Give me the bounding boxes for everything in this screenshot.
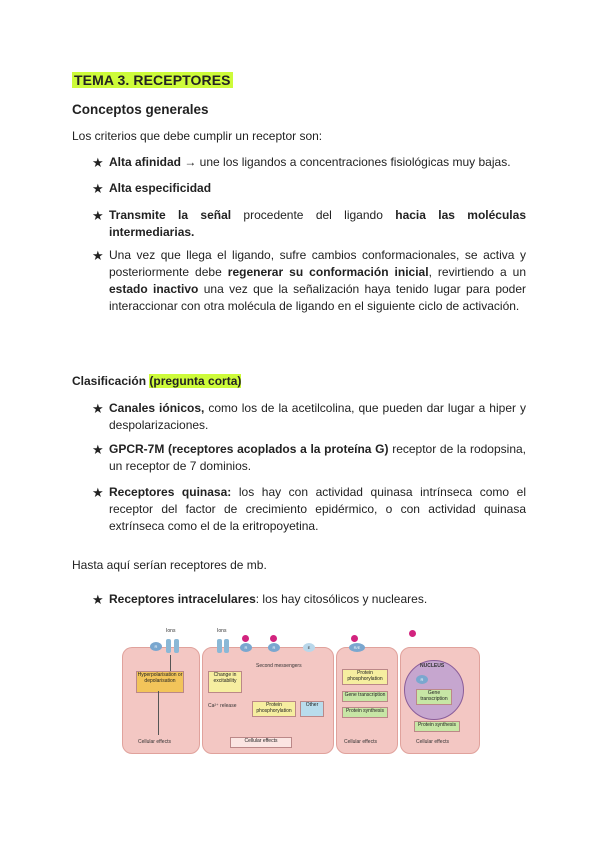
panel-ion-channel — [122, 647, 200, 754]
star-bullet-icon: ★ — [92, 442, 104, 457]
box-protein-synthesis-4: Protein synthesis — [414, 721, 460, 732]
box-hyperpolarisation: Hyperpolarisation or depolarisation — [136, 671, 184, 693]
box-protein-phosphorylation-2: Protein phosphorylation — [252, 701, 296, 717]
box-change-excitability: Change in excitability — [208, 671, 242, 693]
star-bullet-icon: ★ — [92, 592, 104, 607]
bullet-alta-afinidad: ★ Alta afinidad → une los ligandos a concentraciones fisiológicas muy bajas. — [92, 155, 511, 170]
ion-channel-icon — [224, 639, 229, 653]
bullet-canales-ionicos: ★ Canales iónicos, como los de la acetilcolina, que pueden dar lugar a hiper y despolarizaciones. — [92, 401, 526, 432]
second-messengers-label: Second messengers — [256, 663, 302, 669]
star-bullet-icon: ★ — [92, 248, 104, 263]
ligand-icon — [351, 635, 358, 642]
heading-conceptos-generales: Conceptos generales — [72, 102, 209, 117]
note-receptores-mb: Hasta aquí serían receptores de mb. — [72, 558, 267, 572]
receptor-icon: R — [150, 642, 162, 651]
star-bullet-icon: ★ — [92, 155, 104, 170]
star-bullet-icon: ★ — [92, 208, 104, 223]
heading-clasificacion: Clasificación (pregunta corta) — [72, 374, 242, 388]
star-bullet-icon: ★ — [92, 401, 104, 416]
gpcr-receptor-icon: R — [268, 643, 280, 652]
ion-channel-icon — [166, 639, 171, 653]
ca-release-label: Ca²⁺ release — [208, 703, 237, 709]
ion-channel-icon — [217, 639, 222, 653]
bullet-transmite-senal: ★ Transmite la señal procedente del ligando hacia las moléculas intermediarias. — [92, 208, 526, 239]
ion-channel-icon — [174, 639, 179, 653]
highlight-pregunta-corta: (pregunta corta) — [149, 374, 242, 388]
ligand-icon — [270, 635, 277, 642]
receptor-types-figure — [120, 623, 480, 758]
box-cellular-effects-2: Cellular effects — [230, 737, 292, 748]
box-protein-phosphorylation-3: Protein phosphorylation — [342, 669, 388, 685]
star-bullet-icon: ★ — [92, 181, 104, 196]
document-title: TEMA 3. RECEPTORES — [74, 72, 231, 88]
ions-label-2: Ions — [217, 628, 227, 634]
bullet-receptores-quinasa: ★ Receptores quinasa: los hay con actividad quinasa intrínseca como el receptor del factor de crecimiento epidérmico, o con actividad quinasa extrínseca como el de la eritropoyetina. — [92, 485, 526, 533]
cellular-effects-1: Cellular effects — [138, 739, 171, 745]
star-bullet-icon: ★ — [92, 485, 104, 500]
effector-icon: E — [303, 643, 315, 652]
box-gene-transcription-4: Gene transcription — [416, 689, 452, 705]
kinase-receptor-icon: R/E — [349, 643, 365, 652]
bullet-regenerar-conformacion: ★ Una vez que llega el ligando, sufre cambios conformacionales, se activa y posteriormente debe regenerar su conformación inicial, revirtiendo a un estado inactivo una vez que la señalización haya tenido lugar para poder interaccionar con otra molécula de ligando en el siguiente ciclo de activación. — [92, 248, 527, 313]
nucleus-label: NUCLEUS — [420, 663, 445, 669]
cellular-effects-3: Cellular effects — [344, 739, 377, 745]
bullet-gpcr: ★ GPCR-7M (receptores acoplados a la proteína G) receptor de la rodopsina, un receptor de 7 dominios. — [92, 442, 526, 473]
intro-paragraph: Los criterios que debe cumplir un receptor son: — [72, 129, 323, 143]
ions-label-1: Ions — [166, 628, 176, 634]
bullet-alta-especificidad: ★ Alta especificidad — [92, 181, 212, 196]
ligand-icon — [242, 635, 249, 642]
nuclear-receptor-icon: R — [416, 675, 428, 684]
ligand-icon — [409, 630, 416, 637]
bullet-receptores-intracelulares: ★ Receptores intracelulares: los hay citosólicos y nucleares. — [92, 592, 428, 607]
box-other: Other — [300, 701, 324, 717]
cellular-effects-4: Cellular effects — [416, 739, 449, 745]
gpcr-receptor-icon: R — [240, 643, 252, 652]
box-protein-synthesis-3: Protein synthesis — [342, 707, 388, 718]
box-gene-transcription-3: Gene transcription — [342, 691, 388, 702]
